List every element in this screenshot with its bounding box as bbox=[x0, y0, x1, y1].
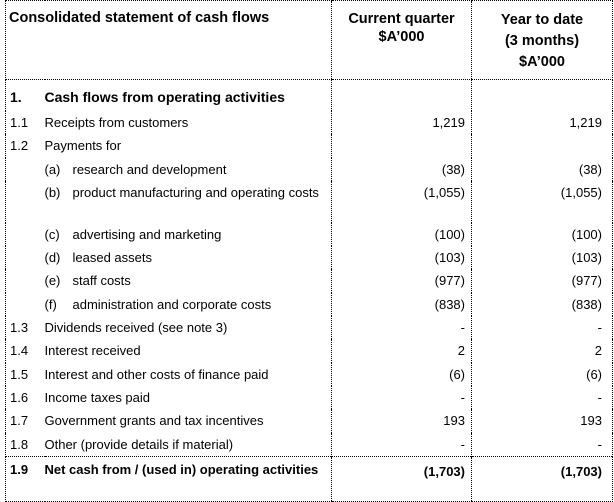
row-number bbox=[6, 223, 45, 246]
year-to-date-value: (100) bbox=[472, 223, 613, 246]
row-label: Other (provide details if material) bbox=[44, 436, 234, 452]
year-to-date-value: 2 bbox=[472, 339, 613, 362]
row-number: 1.7 bbox=[6, 409, 45, 432]
row-label bbox=[45, 246, 332, 269]
section-current bbox=[332, 80, 472, 112]
year-to-date-total: (1,703) bbox=[472, 456, 613, 501]
section-number: 1. bbox=[6, 80, 45, 112]
table-row bbox=[6, 339, 613, 362]
year-to-date-value: - bbox=[472, 386, 613, 409]
row-label bbox=[45, 158, 332, 181]
table-row bbox=[6, 409, 613, 432]
row-number bbox=[6, 269, 45, 292]
row-number bbox=[6, 158, 45, 181]
table-row bbox=[6, 363, 613, 386]
row-label bbox=[45, 269, 332, 292]
current-quarter-header-line2: $A’000 bbox=[378, 29, 425, 45]
year-to-date-value bbox=[472, 134, 613, 157]
year-to-date-value: - bbox=[472, 433, 613, 457]
row-label: Income taxes paid bbox=[44, 389, 151, 405]
current-quarter-value: (838) bbox=[332, 293, 472, 316]
cash-flow-table bbox=[5, 0, 613, 502]
year-to-date-value: (103) bbox=[472, 246, 613, 269]
sub-item-letter: (a) bbox=[44, 161, 61, 177]
total-row bbox=[6, 456, 613, 501]
row-number bbox=[6, 293, 45, 316]
row-label bbox=[45, 293, 332, 316]
row-label: Receipts from customers bbox=[44, 115, 189, 130]
sub-item-letter: (c) bbox=[44, 226, 60, 242]
row-label: Interest and other costs of finance paid bbox=[44, 366, 269, 382]
header-row bbox=[6, 1, 613, 80]
sub-item-label: product manufacturing and operating costs bbox=[72, 184, 319, 200]
row-number: 1.8 bbox=[6, 433, 45, 457]
current-quarter-total: (1,703) bbox=[332, 456, 472, 501]
table-row bbox=[6, 433, 613, 457]
row-number: 1.2 bbox=[6, 134, 45, 157]
sub-item-letter: (e) bbox=[44, 273, 61, 289]
current-quarter-value: (103) bbox=[332, 246, 472, 269]
year-to-date-header-line1: Year to date bbox=[500, 12, 584, 28]
year-to-date-value: - bbox=[472, 316, 613, 339]
row-number: 1.1 bbox=[6, 111, 45, 134]
sub-item-letter: (f) bbox=[44, 296, 57, 312]
current-quarter-value: - bbox=[332, 386, 472, 409]
row-label: Dividends received (see note 3) bbox=[44, 320, 228, 336]
section-label: Cash flows from operating activities bbox=[44, 89, 285, 105]
total-label: Net cash from / (used in) operating activities bbox=[45, 456, 332, 501]
current-quarter-value: (100) bbox=[332, 223, 472, 246]
current-quarter-value: (977) bbox=[332, 269, 472, 292]
current-quarter-value: - bbox=[332, 316, 472, 339]
row-number: 1.9 bbox=[6, 456, 45, 501]
year-to-date-header-line2: (3 months) bbox=[504, 33, 580, 49]
table-row bbox=[6, 181, 613, 223]
row-number: 1.3 bbox=[6, 316, 45, 339]
statement-title: Consolidated statement of cash flows bbox=[6, 1, 332, 80]
row-label bbox=[45, 223, 332, 246]
row-number bbox=[6, 181, 45, 223]
current-quarter-value bbox=[332, 134, 472, 157]
section-row bbox=[6, 80, 613, 112]
row-label: Interest received bbox=[44, 343, 141, 359]
year-to-date-value: 193 bbox=[472, 409, 613, 432]
sub-item-label: staff costs bbox=[72, 273, 131, 289]
sub-item-letter: (b) bbox=[44, 184, 61, 200]
table-row bbox=[6, 246, 613, 269]
year-to-date-value: 1,219 bbox=[472, 111, 613, 134]
row-number: 1.5 bbox=[6, 363, 45, 386]
table-row bbox=[6, 134, 613, 157]
sub-item-label: advertising and marketing bbox=[72, 226, 222, 242]
current-quarter-value: 1,219 bbox=[332, 111, 472, 134]
sub-item-label: administration and corporate costs bbox=[72, 296, 272, 312]
current-quarter-value: (6) bbox=[332, 363, 472, 386]
row-label: Government grants and tax incentives bbox=[44, 413, 264, 429]
section-ytd bbox=[472, 80, 613, 112]
table-row bbox=[6, 316, 613, 339]
year-to-date-value: (838) bbox=[472, 293, 613, 316]
row-number: 1.4 bbox=[6, 339, 45, 362]
row-number: 1.6 bbox=[6, 386, 45, 409]
year-to-date-header-line3: $A’000 bbox=[519, 54, 565, 70]
current-quarter-value: - bbox=[332, 433, 472, 457]
year-to-date-value: (6) bbox=[472, 363, 613, 386]
table-row bbox=[6, 158, 613, 181]
current-quarter-header bbox=[332, 1, 472, 80]
sub-item-label: leased assets bbox=[72, 250, 152, 266]
sub-item-letter: (d) bbox=[44, 250, 61, 266]
year-to-date-value: (38) bbox=[472, 158, 613, 181]
table-row bbox=[6, 223, 613, 246]
sub-item-label: research and development bbox=[72, 161, 227, 177]
year-to-date-value: (977) bbox=[472, 269, 613, 292]
table-row bbox=[6, 293, 613, 316]
current-quarter-value: 2 bbox=[332, 339, 472, 362]
table-row bbox=[6, 269, 613, 292]
year-to-date-header bbox=[472, 1, 613, 80]
current-quarter-value: 193 bbox=[332, 409, 472, 432]
row-label: Payments for bbox=[44, 138, 122, 154]
current-quarter-header-line1: Current quarter bbox=[348, 11, 455, 27]
current-quarter-value: (38) bbox=[332, 158, 472, 181]
year-to-date-value: (1,055) bbox=[472, 181, 613, 223]
current-quarter-value: (1,055) bbox=[332, 181, 472, 223]
row-number bbox=[6, 246, 45, 269]
row-label bbox=[45, 181, 332, 223]
table-row bbox=[6, 386, 613, 409]
table-row bbox=[6, 111, 613, 134]
